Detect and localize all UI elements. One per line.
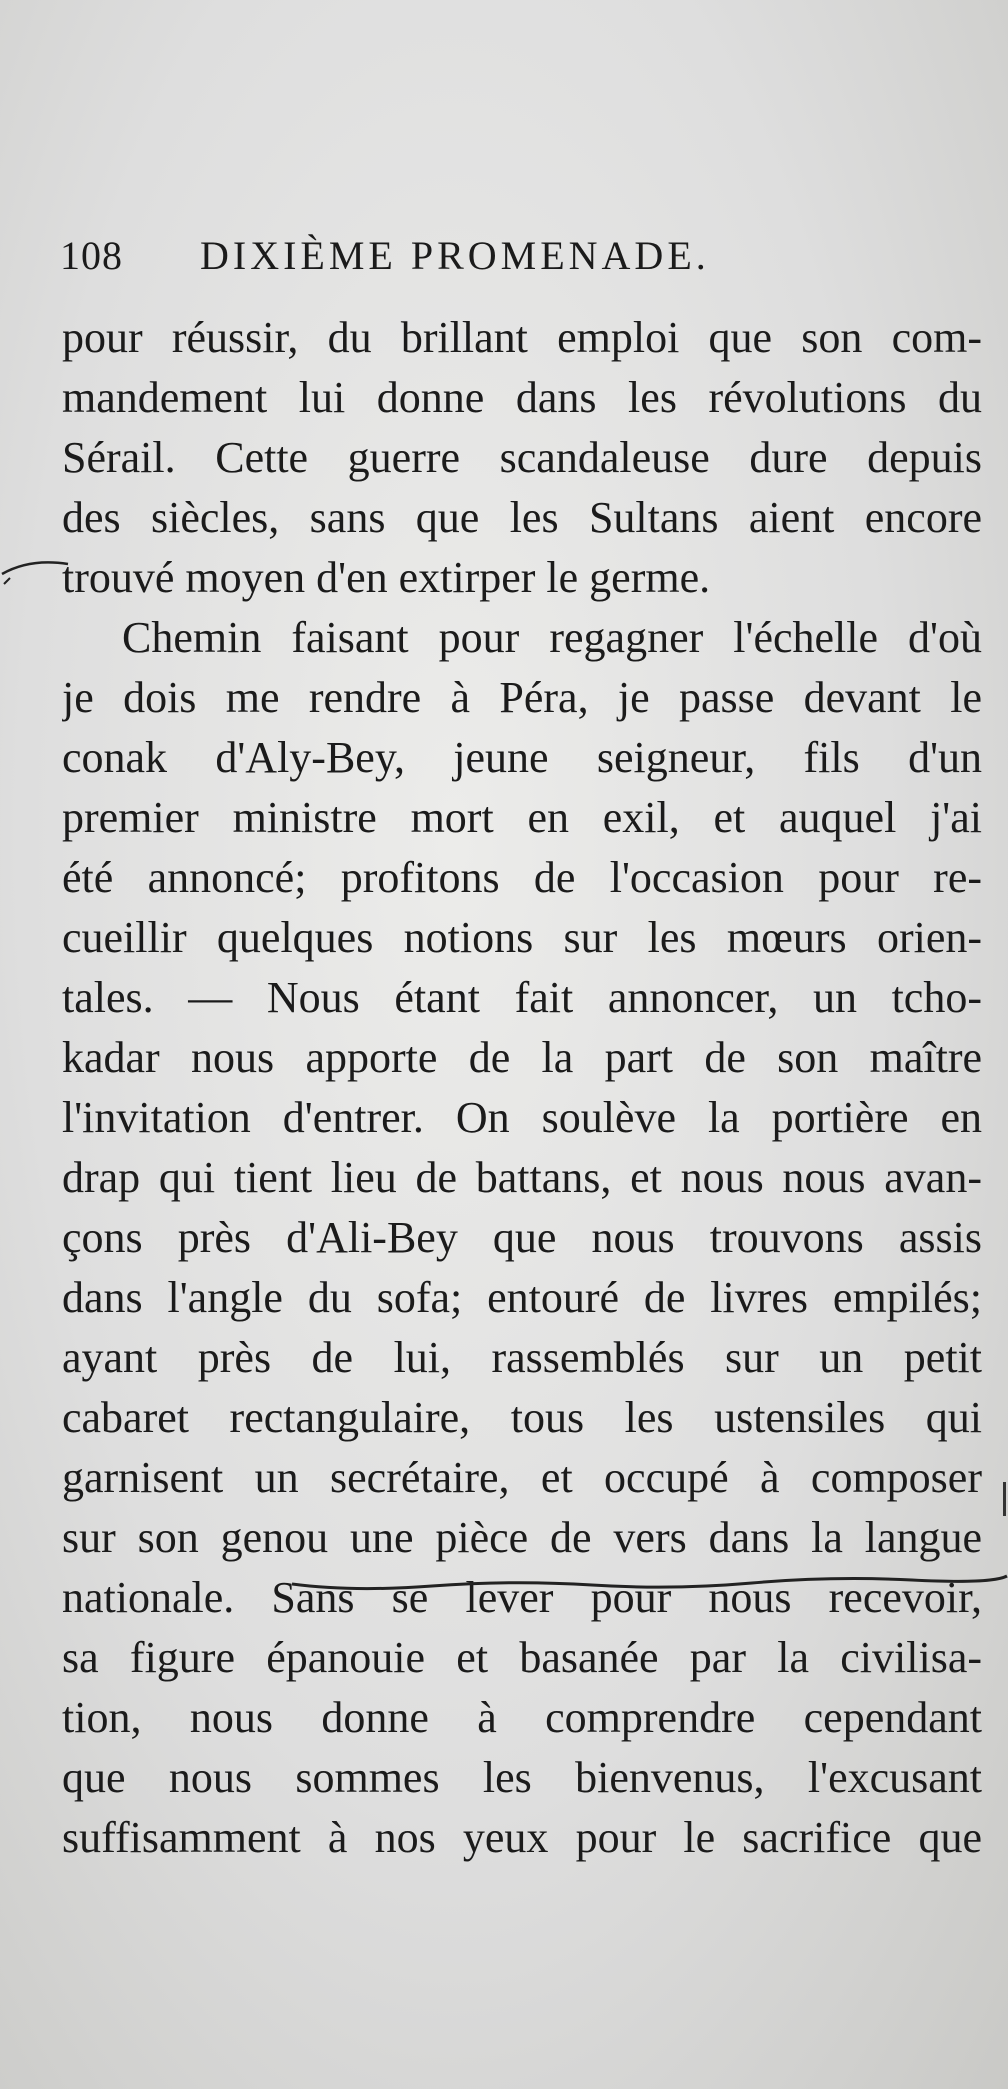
body-text [62, 308, 982, 1868]
text-line: cabaret rectangulaire, tous les ustensiles qui [62, 1393, 982, 1442]
pencil-underline-mark [292, 1570, 1008, 1600]
text-line: ayant près de lui, rassemblés sur un petit [62, 1333, 982, 1382]
text-line: mandement lui donne dans les révolutions du [62, 373, 982, 422]
text-line: nationale. Sans se lever pour nous recevoir, [62, 1573, 982, 1622]
text-line: que nous sommes les bienvenus, l'excusant [62, 1753, 982, 1802]
text-line: l'invitation d'entrer. On soulève la portière en [62, 1093, 982, 1142]
text-line: drap qui tient lieu de battans, et nous nous avan- [62, 1153, 982, 1202]
text-line: dans l'angle du sofa; entouré de livres empilés; [62, 1273, 982, 1322]
text-line: pour réussir, du brillant emploi que son com- [62, 313, 982, 362]
text-line: je dois me rendre à Péra, je passe devant le [62, 673, 982, 722]
margin-mark [1003, 1482, 1006, 1516]
text-line: sa figure épanouie et basanée par la civilisa- [62, 1633, 982, 1682]
margin-pencil-mark [0, 548, 70, 588]
text-line: été annoncé; profitons de l'occasion pour re- [62, 853, 982, 902]
page-number: 108 [60, 233, 123, 278]
text-line: cueillir quelques notions sur les mœurs orien- [62, 913, 982, 962]
running-head: DIXIÈME PROMENADE. [200, 233, 710, 278]
text-line: premier ministre mort en exil, et auquel j'ai [62, 793, 982, 842]
text-line: tales. — Nous étant fait annoncer, un tcho- [62, 973, 982, 1022]
text-line: tion, nous donne à comprendre cependant [62, 1693, 982, 1742]
text-line: garnisent un secrétaire, et occupé à composer [62, 1453, 982, 1502]
text-line: suffisamment à nos yeux pour le sacrifice que [62, 1813, 982, 1862]
text-line: çons près d'Ali-Bey que nous trouvons assis [62, 1213, 982, 1262]
text-line: des siècles, sans que les Sultans aient encore [62, 493, 982, 542]
text-line: trouvé moyen d'en extirper le germe. [62, 553, 711, 602]
page-header [60, 232, 960, 292]
text-line: kadar nous apporte de la part de son maître [62, 1033, 982, 1082]
text-line: sur son genou une pièce de vers dans la langue [62, 1513, 982, 1562]
text-line: conak d'Aly-Bey, jeune seigneur, fils d'un [62, 733, 982, 782]
text-line: Sérail. Cette guerre scandaleuse dure depuis [62, 433, 982, 482]
paragraph-first-line: Chemin faisant pour regagner l'échelle d'où [122, 613, 982, 662]
